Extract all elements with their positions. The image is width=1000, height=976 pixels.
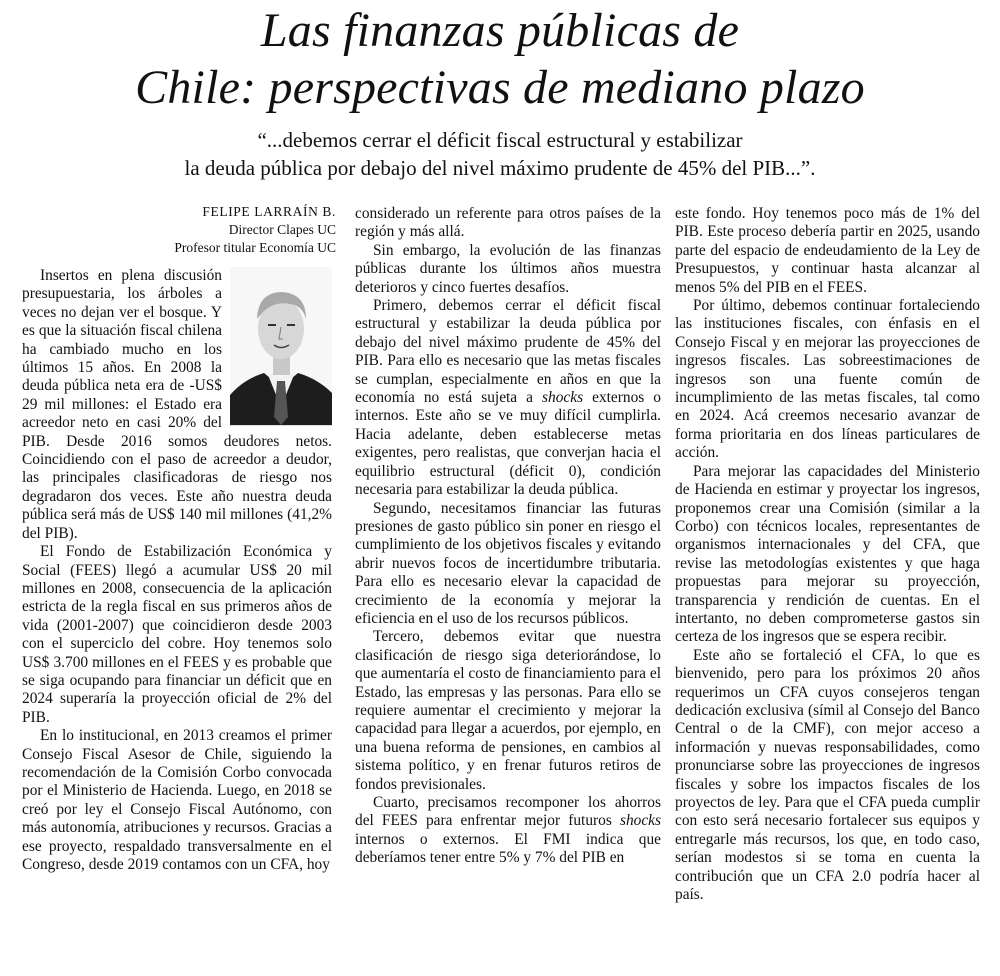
paragraph-intro: Insertos en plena discusión presupuestaria, los árboles a veces no dejan ver el bosque. Y es que la situación fiscal chilena ha cambiado mucho en los últimos 15 años. En 2008 la deuda pública neta era de -US$ 29 mil millones: el Estado era acreedor neto en casi 20% del PIB. Desde 2016 somos deudores netos. Coincidiendo con el paso de acreedor a deudor, las principales clasificadoras de riesgo nos degradaron dos veces. Este año nuestra deuda pública será más de US$ 140 mil millones (41,2% del PIB). — [22, 267, 332, 542]
author-role-2: Profesor titular Economía UC — [174, 240, 336, 255]
paragraph-continuation: considerado un referente para otros países de la región y más allá. — [355, 205, 661, 241]
paragraph-first: Primero, debemos cerrar el déficit fiscal estructural y estabilizar la deuda pública por debajo del nivel máximo prudente de 45% del PIB. Para ello es necesario que las metas fiscales se cumplan, especialmente en años en que la economía no está sujeta a shocks externos o internos. Este año se ve muy difícil cumplirla. Hacia adelante, deben establecerse metas exigentes, pero realistas, que converjan hacia el equilibrio estructural (déficit 0), condición necesaria para estabilizar la deuda pública. — [355, 297, 661, 499]
paragraph-challenges: Sin embargo, la evolución de las finanzas públicas durante los últimos años muestra deterioros y cinco fuertes desafíos. — [355, 241, 661, 296]
article-column-2 — [355, 205, 661, 868]
pull-quote-line-2: la deuda pública por debajo del nivel máximo prudente de 45% del PIB...”. — [184, 156, 816, 180]
headline-line-2: Chile: perspectivas de mediano plazo — [135, 61, 865, 114]
paragraph-fund-continuation: este fondo. Hoy tenemos poco más de 1% del PIB. Este proceso debería partir en 2025, usando parte del espacio de endeudamiento de la Ley de Presupuestos, y continuar hasta alcanzar al menos 5% del PIB en el FEES. — [675, 205, 980, 296]
paragraph-institutional: En lo institucional, en 2013 creamos el primer Consejo Fiscal Asesor de Chile, siguiendo la recomendación de la Comisión Corbo convocada por el Ministerio de Hacienda. Luego, en 2018 se creó por ley el Consejo Fiscal Autónomo, con más autonomía, atribuciones y recursos. Gracias a ese proyecto, respaldado transversalmente en el Congreso, desde 2019 contamos con un CFA, hoy — [22, 727, 332, 873]
paragraph-commission: Para mejorar las capacidades del Ministerio de Hacienda en estimar y proyectar los ingresos, proponemos crear una Comisión (similar a la Corbo) con técnicos locales, representantes de organismos internacionales y del CFA, que revise las metodologías existentes y que haga propuestas para mejorar su proyección, transparencia y rendición de cuentas. En el intertanto, no deben comprometerse gastos sin certeza de los ingresos que se espera recibir. — [675, 462, 980, 646]
paragraph-cfa: Este año se fortaleció el CFA, lo que es bienvenido, pero para los próximos 20 años requerimos un CFA cuyos consejeros tengan dedicación exclusiva (símil al Consejo del Banco Central o de la CMF), con mejor acceso a información y nuevas responsabilidades, como pronunciarse sobre las proyecciones de ingresos fiscales y sobre los impactos fiscales de los proyectos de ley. Para que el CFA pueda cumplir con esto será necesario fortalecer sus equipos y entregarle más recursos, los que, en todo caso, serían modestos si se toma en cuenta la contribución que un CFA 2.0 podría hacer al país. — [675, 646, 980, 904]
paragraph-fees: El Fondo de Estabilización Económica y Social (FEES) llegó a acumular US$ 20 mil millones en 2008, consecuencia de la aplicación estricta de la regla fiscal en sus primeros años de vida (2001-2007) que coincidieron desde 2003 con el superciclo del cobre. Hoy tenemos solo US$ 3.700 millones en el FEES y es probable que se siga ocupando para financiar un déficit que en 2024 superaría la proyección oficial de 2% del PIB. — [22, 543, 332, 726]
author-portrait-icon — [230, 267, 332, 425]
article-column-3 — [675, 205, 980, 904]
pull-quote-line-1: “...debemos cerrar el déficit fiscal estructural y estabilizar — [257, 128, 743, 152]
author-role-1: Director Clapes UC — [228, 222, 336, 237]
author-name: FELIPE LARRAÍN B. — [202, 204, 336, 219]
paragraph-fourth: Cuarto, precisamos recomponer los ahorros del FEES para enfrentar mejor futuros shocks internos o externos. El FMI indica que deberíamos tener entre 5% y 7% del PIB en — [355, 794, 661, 867]
paragraph-last: Por último, debemos continuar fortaleciendo las instituciones fiscales, con énfasis en el Consejo Fiscal y en mejorar las proyecciones de ingresos fiscales. Las sobreestimaciones de ingresos son una fuente común de incumplimiento de las metas fiscales, tal como en 2024. Acá creemos necesario avanzar de forma prioritaria en dos líneas particulares de acción. — [675, 297, 980, 462]
byline — [96, 203, 336, 257]
author-portrait — [230, 267, 332, 426]
paragraph-second: Segundo, necesitamos financiar las futuras presiones de gasto público sin poner en riesgo el cumplimiento de los objetivos fiscales y evitando abrir nuevos focos de incertidumbre tributaria. Para ello es necesario elevar la capacidad de crecimiento de la economía y mejorar la eficiencia en el uso de los recursos públicos. — [355, 499, 661, 627]
article-headline — [0, 2, 1000, 116]
pull-quote — [0, 126, 1000, 182]
headline-line-1: Las finanzas públicas de — [260, 4, 740, 57]
article-column-1 — [22, 267, 332, 874]
paragraph-third: Tercero, debemos evitar que nuestra clasificación de riesgo siga deteriorándose, lo que aumentaría el costo de financiamiento para el Estado, las empresas y las personas. Para ello se requiere aumentar el crecimiento y mejorar la capacidad para llegar a acuerdos, por ejemplo, en una buena reforma de pensiones, en cambios al sistema político, y en frenar futuros retiros de fondos previsionales. — [355, 628, 661, 793]
